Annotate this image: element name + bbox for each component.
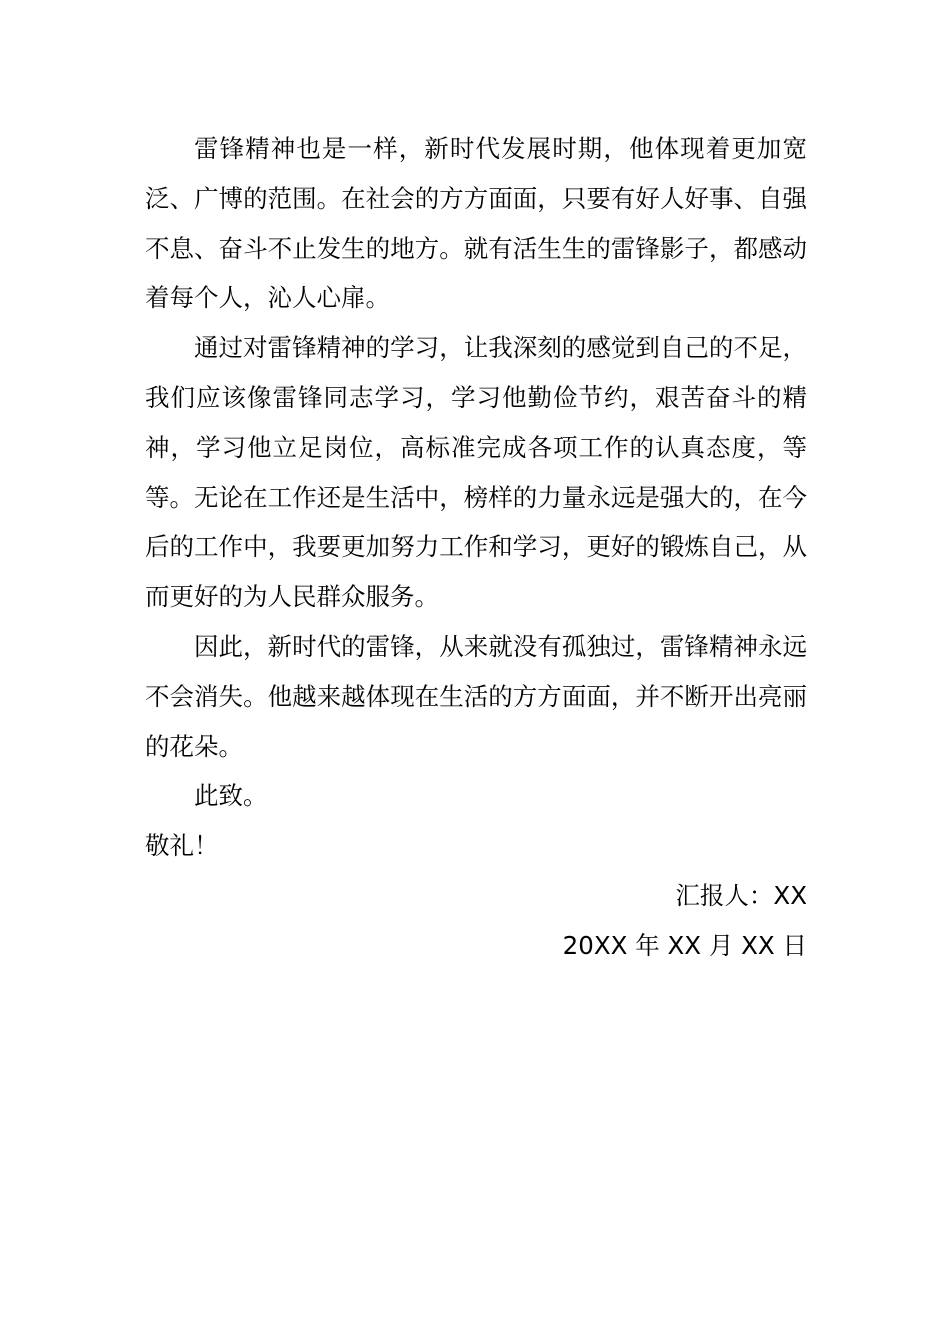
salutation: 敬礼！	[145, 831, 219, 861]
body-paragraph-1: 雷锋精神也是一样，新时代发展时期，他体现着更加宽泛、广博的范围。在社会的方方面面，只要有好人好事、自强不息、奋斗不止发生的地方。就有活生生的雷锋影子，都感动着每个人，沁人心扉。	[145, 134, 807, 313]
body-paragraph-3: 因此，新时代的雷锋，从来就没有孤独过，雷锋精神永远不会消失。他越来越体现在生活的方方面面，并不断开出亮丽的花朵。	[145, 631, 807, 761]
body-paragraph-2: 通过对雷锋精神的学习，让我深刻的感觉到自己的不足，我们应该像雷锋同志学习，学习他勤俭节约，艰苦奋斗的精神，学习他立足岗位，高标准完成各项工作的认真态度，等等。无论在工作还是生活中，榜样的力量永远是强大的，在今后的工作中，我要更加努力工作和学习，更好的锻炼自己，从而更好的为人民群众服务。	[145, 333, 807, 612]
closing-phrase: 此致。	[194, 781, 268, 811]
document-body	[145, 124, 807, 971]
report-date: 20XX 年 XX 月 XX 日	[562, 930, 807, 960]
reporter-signature: 汇报人：XX	[675, 880, 807, 910]
